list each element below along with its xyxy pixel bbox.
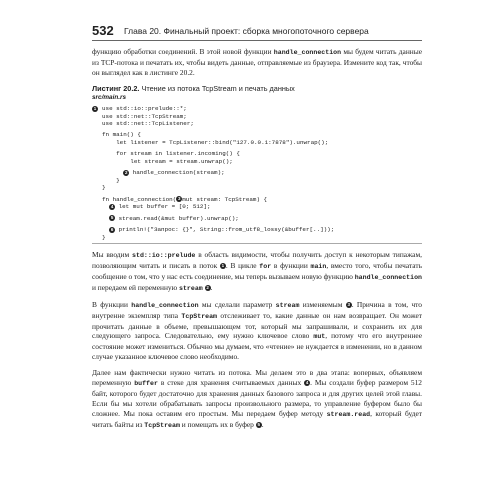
listing-filename: src/main.rs xyxy=(92,94,127,102)
inline-code: mut xyxy=(313,333,326,341)
code-line: 2 handle_connection(stream); xyxy=(124,169,225,177)
code-line: use std::net::TcpStream; xyxy=(102,112,187,120)
code-line: } xyxy=(102,184,106,192)
inline-code: stream.read xyxy=(326,410,371,418)
code-line: fn handle_connection( 3 mut stream: TcpStream) { xyxy=(102,195,268,203)
inline-code: stream xyxy=(179,284,203,292)
inline-code: std::io::prelude xyxy=(132,252,196,260)
listing-label: Листинг 20.2. xyxy=(92,83,140,93)
body-paragraph: Мы вводим std::io::prelude в область видимости, чтобы получить доступ к некоторым типажам, позволяющим читать и писать в поток 1 . В цикле for в функции main, вместо того, чтобы печатать сообщение о том, что у нас есть соединение, мы теперь вызываем новую функцию handle_connection и передаем ей переменную stream 2 . xyxy=(92,250,422,292)
inline-code: handle_connection xyxy=(273,49,342,56)
body-paragraph: Далее нам фактически нужно читать из потока. Мы делаем это в два этапа: вопервых, объявляем переменную buffer в стеке для хранения считываемых данных 4 . Мы создали буфер размером 512 байт, которого будет достаточно для хранения данных базового запроса и для других целей этой главы. Если бы мы хотели обрабатывать запросы произвольного размера, то управление буфером было бы сложнее. Мы пока оставим его простым. Мы передаем буфер методу stream.read, который будет читать байты из TcpStream и помещать их в буфер 5 . xyxy=(92,368,422,429)
page-header xyxy=(92,24,422,41)
inline-code: for xyxy=(259,263,272,271)
page-body xyxy=(92,47,422,431)
intro-text-1: функцию обработки соединений. В этой новой функции xyxy=(92,47,274,56)
inline-code: main xyxy=(310,263,327,271)
callout-marker-4: 4 xyxy=(305,380,309,386)
inline-code: TcpStream xyxy=(181,312,218,320)
intro-paragraph xyxy=(92,47,422,78)
code-line: } xyxy=(102,233,106,241)
callout-marker-2: 2 xyxy=(206,285,209,291)
callout-marker-5: 5 xyxy=(110,215,114,221)
callout-marker-5: 5 xyxy=(257,422,260,427)
inline-code: stream xyxy=(275,301,300,309)
code-listing xyxy=(92,105,422,244)
callout-marker-2: 2 xyxy=(124,169,128,175)
body-paragraph: В функции handle_connection мы сделали параметр stream изменяемым 3 . Причина в том, что внутренне экземпляр типа TcpStream отслеживает то, какие данные он нам возвращает. Он может прочитать данные в объеме, превышающем тот, который мы запрашивали, и сохранить их для следующего запроса. Следовательно, ему нужно ключевое слово mut, потому что его внутреннее состояние может измениться. Обычно мы думаем, что «чтение» не нуждается в изменении, но в данном случае указанное ключевое слово необходимо. xyxy=(92,299,422,362)
listing-title xyxy=(92,84,422,94)
code-line: 5 stream.read(&mut buffer).unwrap(); xyxy=(110,214,239,222)
code-line: fn main() { xyxy=(102,131,141,139)
callout-marker-4: 4 xyxy=(110,203,114,209)
code-line: let listener = TcpListener::bind("127.0.0.1:7878").unwrap(); xyxy=(102,138,329,146)
inline-code: buffer xyxy=(134,380,158,388)
intro-text-2: мы будем читать данные из TCP-потока и печатать их, чтобы видеть данные, отправляемые из браузера. Измените код так, чтобы он выглядел как в листинге 20.2. xyxy=(92,47,422,77)
body-paragraphs xyxy=(92,250,422,431)
code-line: use std::net::TcpListener; xyxy=(102,119,194,127)
inline-code: TcpStream xyxy=(144,421,180,429)
code-line: 4 let mut buffer = [0; 512]; xyxy=(110,203,211,211)
code-line: let stream = stream.unwrap(); xyxy=(102,157,233,165)
code-line: 6 println!("Запрос: {}", String::from_utf8_lossy(&buffer[..])); xyxy=(110,226,335,234)
callout-marker-3: 3 xyxy=(347,302,350,308)
code-line: } xyxy=(102,176,120,184)
callout-marker-1: 1 xyxy=(221,263,225,269)
callout-marker-6: 6 xyxy=(110,226,114,232)
inline-code: handle_connection xyxy=(131,301,199,309)
callout-marker-3: 3 xyxy=(177,196,181,202)
code-line: 1 use std::io::prelude::*; xyxy=(93,105,187,113)
chapter-title: Глава 20. Финальный проект: сборка многопоточного сервера xyxy=(124,26,369,36)
listing-caption: Чтение из потока TcpStream и печать данных xyxy=(139,83,295,93)
callout-marker-1: 1 xyxy=(93,105,97,111)
page-number: 532 xyxy=(92,23,114,38)
code-line: for stream in listener.incoming() { xyxy=(102,150,240,158)
inline-code: handle_connection xyxy=(354,273,422,281)
